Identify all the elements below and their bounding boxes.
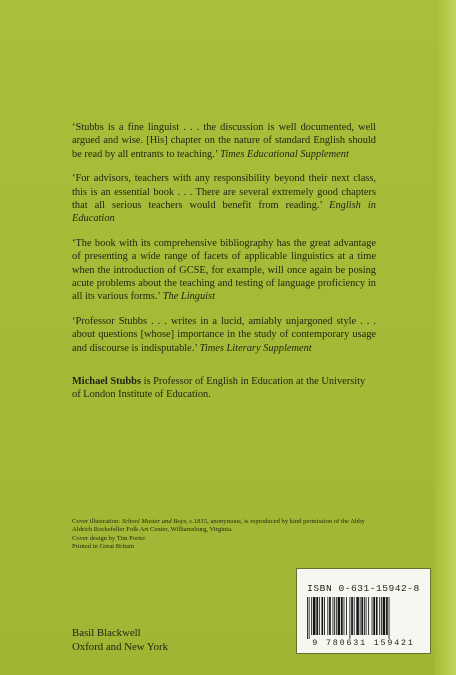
quote-source: English in Education: [72, 200, 376, 225]
barcode-bar: [361, 597, 363, 635]
barcode-bar: [356, 597, 359, 635]
barcode-bar: [316, 597, 318, 635]
barcode-bar: [329, 597, 331, 635]
printed-in: Printed in Great Britain: [72, 543, 135, 551]
barcode-bar: [319, 597, 320, 635]
barcode-bar: [334, 597, 335, 635]
publisher-place: Oxford and New York: [72, 641, 168, 653]
quote-source: The Linguist: [162, 291, 215, 303]
quote-source: Times Literary Supplement: [199, 342, 312, 354]
review-quote: [72, 121, 376, 161]
barcode-bar: [307, 597, 308, 639]
quote-text: ‘Stubbs is a fine linguist . . . the discussion is well documented, well argued and wise. [His] chapter on the nature of standard English should be read by all entrants to teaching.’: [72, 122, 376, 160]
barcode-bar: [311, 597, 312, 635]
barcode-bar: [386, 597, 388, 635]
barcode-bars: [305, 597, 422, 639]
quote-text: ‘For advisors, teachers with any responsibility beyond their next class, this is an essential book . . . There are several extremely good chapters that all serious teachers would benefit from reading.’: [72, 173, 376, 212]
author-bio: [72, 375, 376, 402]
barcode-digits: 9 780631 159421: [312, 638, 415, 648]
barcode-bar: [321, 597, 323, 635]
barcode-bar: [376, 597, 378, 635]
illustration-credit: [72, 518, 372, 535]
author-bio-text: is Professor of English in Education at the University of London Institute of Education.: [72, 376, 366, 401]
barcode-bar: [379, 597, 380, 635]
barcode-bar: [389, 597, 390, 639]
barcode-bar: [368, 597, 369, 635]
quote-text: ‘Professor Stubbs . . . writes in a lucid, amiably unjargoned style . . . about questions [whose] importance in the study of contemporary usage and discourse is indisputable.’: [72, 315, 376, 354]
spine-edge: [434, 0, 456, 675]
review-quotes: [72, 121, 376, 366]
illustration-prefix: Cover illustration:: [72, 518, 122, 525]
illustration-details: , c.1815, anonymous, is reproduced by kind permission of the Abby Aldrich Rockefeller Folk Art Center, Williamsburg, Virginia.: [72, 518, 365, 534]
barcode-bar: [372, 597, 373, 635]
barcode-bar: [373, 597, 375, 635]
barcode-bar: [366, 597, 367, 635]
barcode-label: [296, 568, 431, 654]
barcode-bar: [354, 597, 355, 635]
review-quote: [72, 237, 376, 304]
barcode-bar: [346, 597, 347, 635]
review-quote: [72, 315, 376, 355]
barcode-bar: [351, 597, 353, 635]
barcode-bar: [327, 597, 328, 635]
barcode-bar: [341, 597, 343, 635]
publisher-imprint: [72, 626, 168, 654]
author-name: Michael Stubbs: [72, 376, 141, 387]
isbn-text: ISBN 0-631-15942-8: [307, 583, 420, 594]
quote-source: Times Educational Supplement: [220, 148, 349, 160]
barcode-bar: [333, 597, 334, 635]
quote-text: ‘The book with its comprehensive bibliography has the great advantage of presenting a wide range of facets of applicable linguistics at a time when the introduction of GCSE, for example, will once again be posing acute problems about the teaching and testing of language proficiency in all its various forms.’: [72, 237, 376, 303]
publisher-name: Basil Blackwell: [72, 627, 141, 639]
barcode-bar: [309, 597, 310, 639]
design-credit: Cover design by Tim Porter: [72, 534, 146, 542]
barcode-bar: [344, 597, 345, 635]
barcode-bar: [336, 597, 337, 635]
cover-credits: [72, 518, 372, 552]
barcode-bar: [364, 597, 365, 635]
barcode-bar: [383, 597, 386, 635]
barcode-bar: [360, 597, 361, 635]
barcode-bar: [324, 597, 325, 635]
barcode-bar: [338, 597, 341, 635]
barcode-bar: [350, 597, 351, 639]
review-quote: [72, 172, 376, 226]
illustration-title: School Master and Boys: [121, 518, 187, 525]
barcode-bar: [313, 597, 316, 635]
barcode-bar: [381, 597, 382, 635]
